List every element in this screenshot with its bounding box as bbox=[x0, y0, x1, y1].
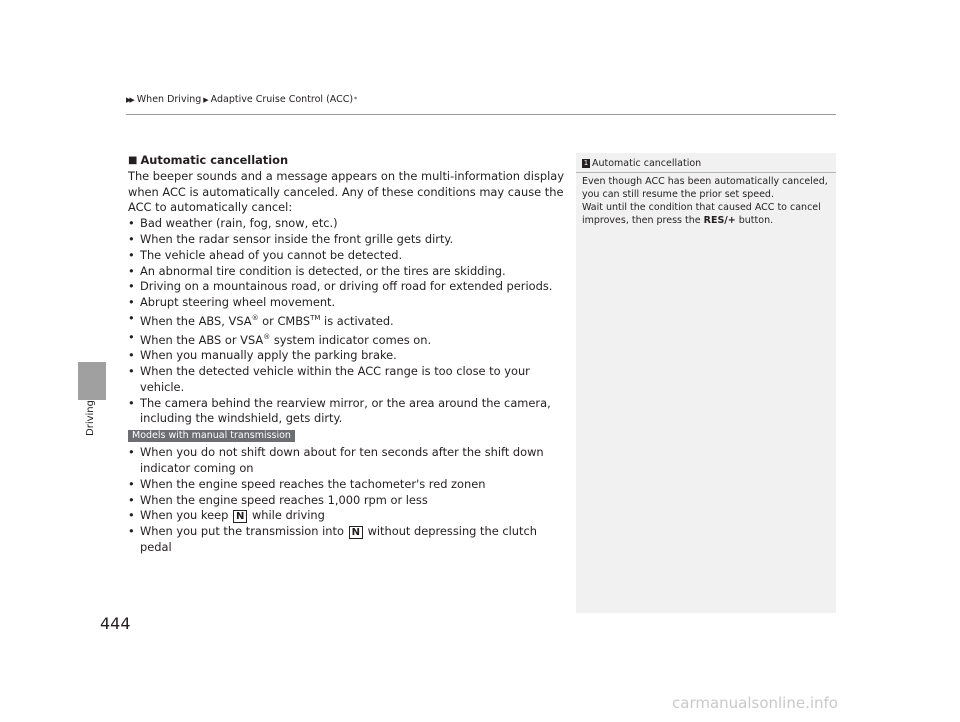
list-item: • When you do not shift down about for ten seconds after the shift down indicator coming on bbox=[128, 445, 544, 475]
side-note-divider bbox=[576, 172, 836, 173]
header-divider bbox=[126, 114, 836, 115]
list-item: • When you manually apply the parking brake. bbox=[128, 348, 397, 363]
breadcrumb-arrow-icon: ▶ bbox=[203, 95, 209, 104]
breadcrumb-asterisk: * bbox=[354, 96, 358, 103]
list-item: • The camera behind the rearview mirror, or the area around the camera, including the windshield, gets dirty. bbox=[128, 395, 551, 426]
breadcrumb bbox=[126, 94, 357, 105]
list-item: • When you put the transmission into N without depressing the clutch pedal bbox=[128, 524, 537, 554]
note-marker-icon: 1 bbox=[583, 159, 589, 167]
heading-square-icon: ■ bbox=[128, 155, 138, 166]
list-item: • When the engine speed reaches the tachometer's red zonen bbox=[128, 476, 486, 491]
section-tab-label: Driving bbox=[85, 400, 96, 436]
list-item: • The vehicle ahead of you cannot be detected. bbox=[128, 247, 403, 262]
main-content bbox=[128, 153, 568, 556]
manual-transmission-tag: Models with manual transmission bbox=[128, 430, 295, 442]
page-number: 444 bbox=[100, 614, 131, 633]
gear-n-keycap: N bbox=[233, 510, 247, 523]
manual-conditions-list bbox=[128, 445, 568, 556]
breadcrumb-item-acc[interactable]: Adaptive Cruise Control (ACC) bbox=[210, 94, 354, 105]
list-item: • When the engine speed reaches 1,000 rpm or less bbox=[128, 492, 428, 507]
intro-paragraph: The beeper sounds and a message appears on the multi-information display when ACC is automatically canceled. Any of these conditions may cause the ACC to automatically cancel: bbox=[128, 168, 565, 215]
side-note-body bbox=[582, 175, 832, 227]
section-heading bbox=[128, 153, 568, 169]
list-item: • When the ABS, VSA® or CMBS™ is activated. bbox=[128, 310, 394, 328]
breadcrumb-arrow-icon: ▶▶ bbox=[126, 95, 133, 104]
list-item: • Abrupt steering wheel movement. bbox=[128, 295, 336, 310]
side-note-paragraph: Wait until the condition that caused ACC to cancel improves, then press the RES/+ button. bbox=[582, 202, 821, 226]
list-item: • When the detected vehicle within the ACC range is too close to your vehicle. bbox=[128, 363, 530, 394]
list-item: • Bad weather (rain, fog, snow, etc.) bbox=[128, 216, 338, 231]
res-plus-button-label: RES/+ bbox=[703, 215, 736, 226]
list-item: • When the ABS or VSA® system indicator comes on. bbox=[128, 329, 432, 347]
gear-n-keycap: N bbox=[349, 526, 363, 539]
breadcrumb-item-when-driving[interactable]: When Driving bbox=[136, 94, 202, 105]
side-note-title: 1 Automatic cancellation bbox=[583, 158, 702, 169]
side-note-panel bbox=[576, 153, 836, 613]
side-note-paragraph: Even though ACC has been automatically canceled, you can still resume the prior set speed. bbox=[582, 176, 828, 200]
conditions-list bbox=[128, 216, 568, 427]
list-item: • Driving on a mountainous road, or driving off road for extended periods. bbox=[128, 279, 553, 294]
list-item: • When the radar sensor inside the front grille gets dirty. bbox=[128, 231, 454, 246]
list-item: • An abnormal tire condition is detected, or the tires are skidding. bbox=[128, 263, 506, 278]
section-tab-marker bbox=[78, 362, 106, 400]
heading-text: Automatic cancellation bbox=[140, 153, 289, 167]
list-item: • When you keep N while driving bbox=[128, 508, 325, 523]
watermark: carmanualsonline.info bbox=[672, 694, 838, 712]
